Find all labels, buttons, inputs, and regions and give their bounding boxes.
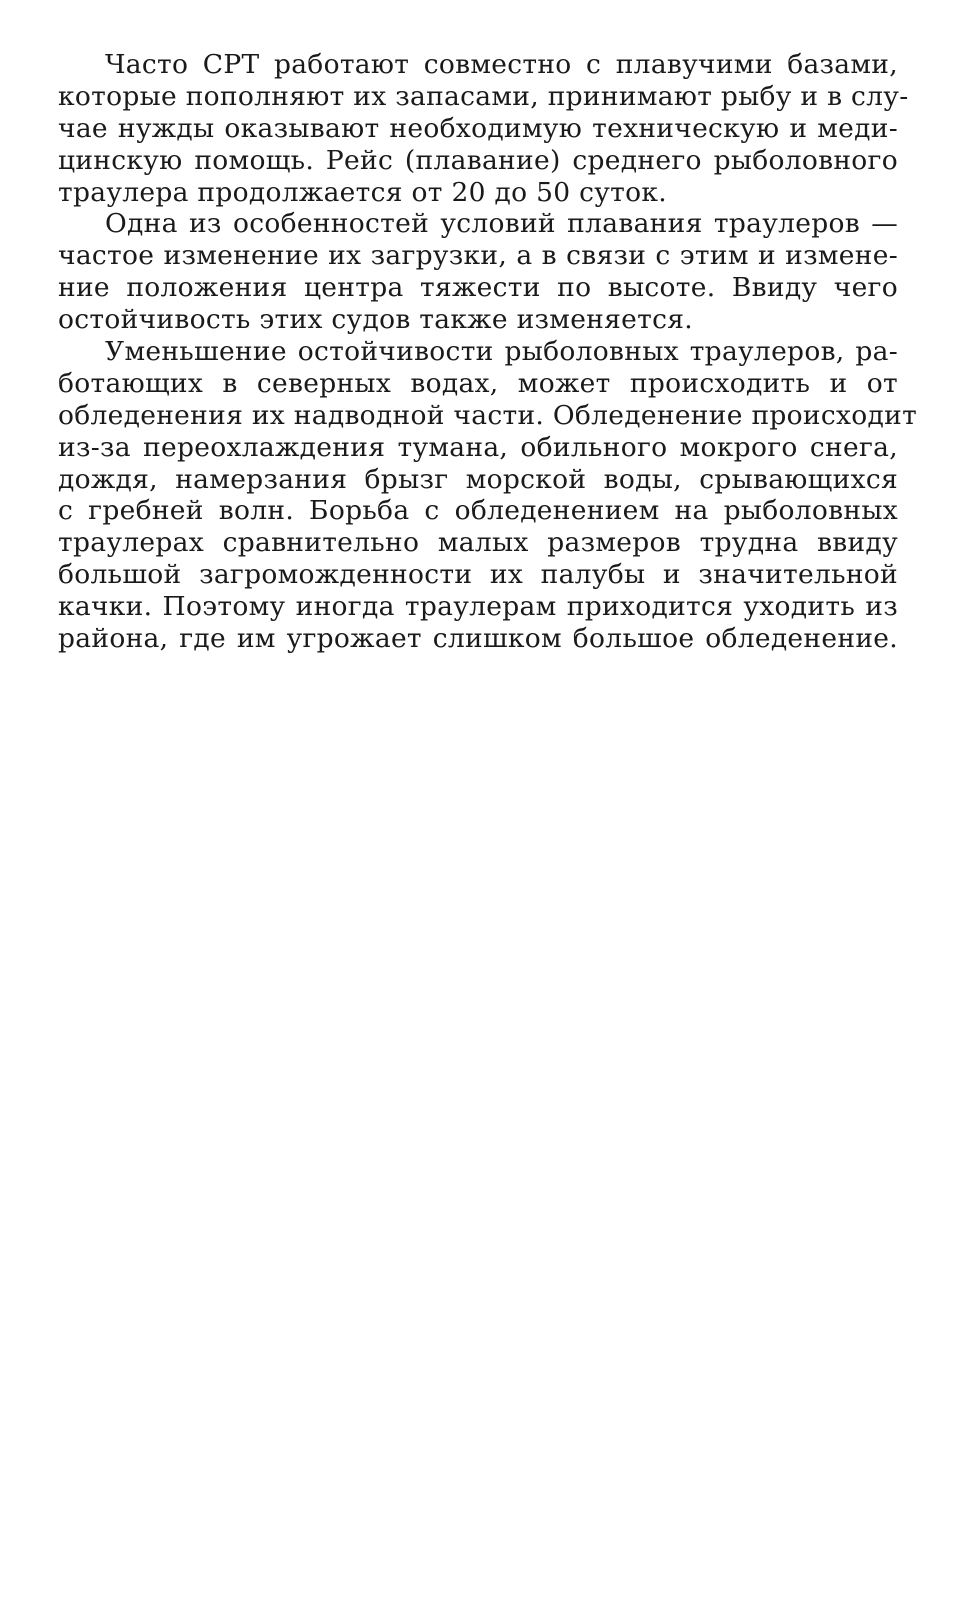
body-text xyxy=(58,49,918,655)
text-line: цинскую помощь. Рейс (плавание) среднего рыболовного xyxy=(58,144,898,176)
text-line: обледенения их надводной части. Обледенение происходит xyxy=(58,399,918,431)
text-line: района, где им угрожает слишком большое обледенение. xyxy=(58,623,898,655)
text-line: траулера продолжается от 20 до 50 суток. xyxy=(58,176,667,208)
text-line: с гребней волн. Борьба с обледенением на рыболовных xyxy=(58,495,898,527)
text-line: ботающих в северных водах, может происходить и от xyxy=(58,367,898,399)
text-line: большой загроможденности их палубы и значительной xyxy=(58,559,898,591)
text-line: траулерах сравнительно малых размеров трудна ввиду xyxy=(58,527,898,559)
text-line: чае нужды оказывают необходимую техническую и меди- xyxy=(58,112,898,144)
paragraph-2 xyxy=(58,208,898,336)
text-line: Одна из особенностей условий плавания траулеров — xyxy=(105,208,898,240)
text-line: качки. Поэтому иногда траулерам приходится уходить из xyxy=(58,591,898,623)
text-line: из-за переохлаждения тумана, обильного мокрого снега, xyxy=(58,431,898,463)
paragraph-3 xyxy=(58,336,918,655)
paragraph-1 xyxy=(58,49,909,208)
text-line: Часто СРТ работают совместно с плавучими базами, xyxy=(105,49,898,80)
text-line: дождя, намерзания брызг морской воды, срывающихся xyxy=(58,463,898,495)
text-line: остойчивость этих судов также изменяется. xyxy=(58,304,693,336)
text-line: ние положения центра тяжести по высоте. Ввиду чего xyxy=(58,272,898,304)
text-line: частое изменение их загрузки, а в связи с этим и измене- xyxy=(58,240,898,272)
text-line: которые пополняют их запасами, принимают рыбу и в слу- xyxy=(58,80,909,112)
text-line: Уменьшение остойчивости рыболовных траулеров, ра- xyxy=(105,336,898,368)
